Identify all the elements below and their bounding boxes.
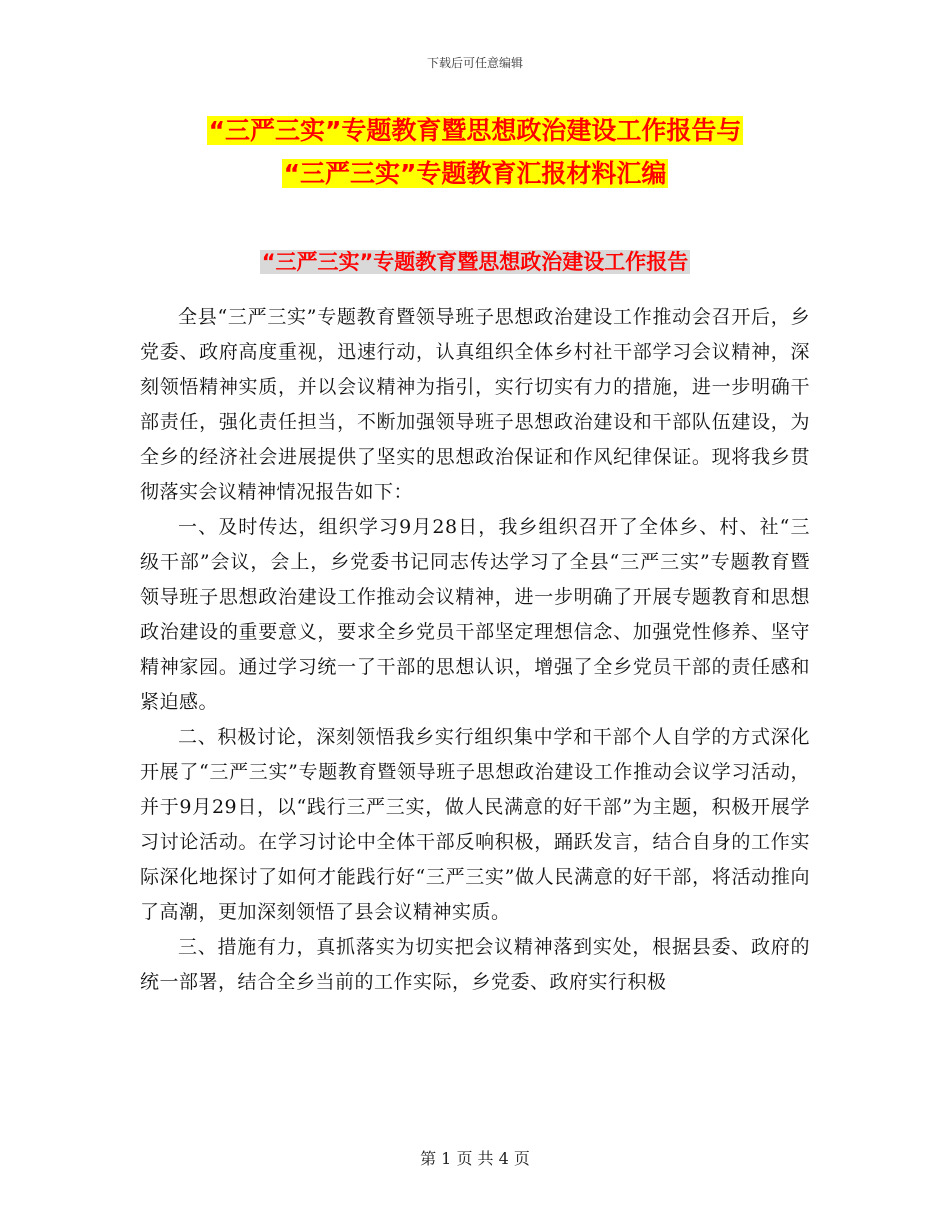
header-note: 下载后可任意编辑: [426, 56, 523, 70]
section-title-text: “三严三实”专题教育暨思想政治建设工作报告: [261, 250, 689, 274]
document-title-text-2: “三严三实”专题教育汇报材料汇编: [283, 159, 667, 188]
page-number-footer: 第 1 页 共 4 页: [420, 1149, 530, 1168]
paragraph-intro: 全县“三严三实”专题教育暨领导班子思想政治建设工作推动会召开后，乡党委、政府高度重视，迅速行动，认真组织全体乡村社干部学习会议精神，深刻领悟精神实质，并以会议精神为指引，实行切实有力的措施，进一步明确干部责任，强化责任担当，不断加强领导班子思想政治建设和干部队伍建设，为全乡的经济社会进展提供了坚实的思想政治保证和作风纪律保证。现将我乡贯彻落实会议精神情况报告如下：: [140, 306, 810, 503]
document-title-text-1: “三严三实”专题教育暨思想政治建设工作报告与: [208, 116, 742, 145]
paragraph-point-2: 二、积极讨论，深刻领悟我乡实行组织集中学和干部个人自学的方式深化开展了“三严三实”专题教育暨领导班子思想政治建设工作推动会议学习活动，并于9月29日，以“践行三严三实，做人民满意的好干部”为主题，积极开展学习讨论活动。在学习讨论中全体干部反响积极，踊跃发言，结合自身的工作实际深化地探讨了如何才能践行好“三严三实”做人民满意的好干部，将活动推向了高潮，更加深刻领悟了县会议精神实质。: [140, 726, 810, 923]
document-title-line-1: [0, 114, 950, 148]
paragraph-point-1: 一、及时传达，组织学习9月28日，我乡组织召开了全体乡、村、社“三级干部”会议，会上，乡党委书记同志传达学习了全县“三严三实”专题教育暨领导班子思想政治建设工作推动会议精神，进一步明确了开展专题教育和思想政治建设的重要意义，要求全乡党员干部坚定理想信念、加强党性修养、坚守精神家园。通过学习统一了干部的思想认识，增强了全乡党员干部的责任感和紧迫感。: [140, 516, 810, 713]
section-title: [0, 246, 950, 278]
document-body: [140, 300, 810, 1000]
paragraph-point-3: 三、措施有力，真抓落实为切实把会议精神落到实处，根据县委、政府的统一部署，结合全乡当前的工作实际，乡党委、政府实行积极: [140, 936, 810, 993]
document-title-line-2: [0, 157, 950, 191]
